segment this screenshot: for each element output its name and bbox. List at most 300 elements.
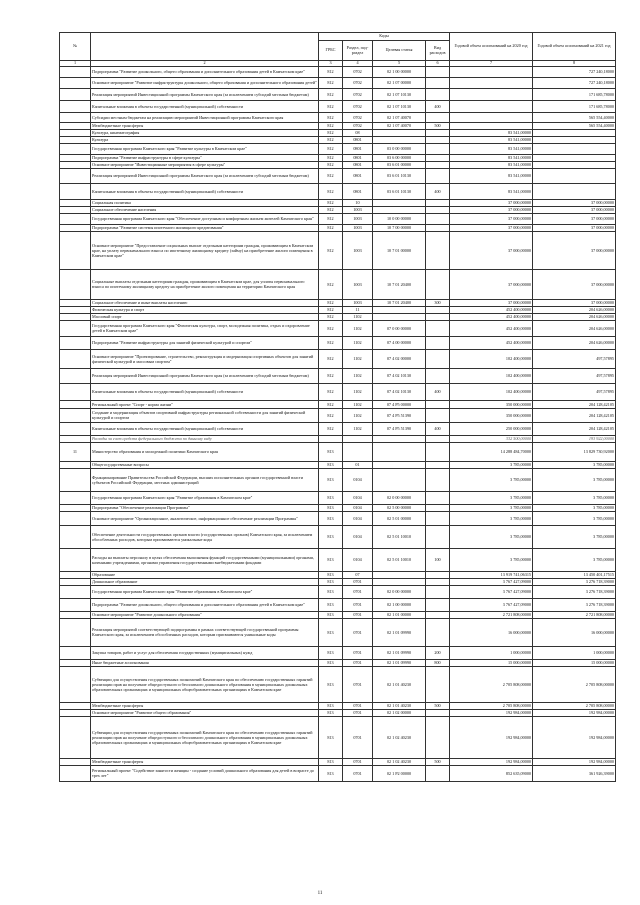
row-vid: [426, 161, 450, 168]
row-vid: [426, 136, 450, 143]
index-cell: 4: [343, 61, 373, 67]
row-vid: [426, 525, 450, 548]
row-number: [60, 154, 91, 161]
row-razdel: 0702: [343, 77, 373, 88]
row-vol2021: 37 000,00000: [533, 206, 616, 213]
row-vid: [426, 491, 450, 504]
row-razdel: 0801: [343, 168, 373, 183]
table-row: [60, 491, 616, 504]
row-csr: 02 0 00 00000: [373, 491, 426, 504]
row-name: Дошкольное образование: [91, 578, 319, 585]
row-name: Основное мероприятие "Инвестиционные мероприятия в сфере культуры": [91, 161, 319, 168]
row-vol2020: 3 785,00000: [450, 525, 533, 548]
row-razdel: 0701: [343, 765, 373, 781]
row-name: Иные бюджетные ассигнования: [91, 659, 319, 666]
row-csr: [373, 206, 426, 213]
row-vol2021: 37 000,00000: [533, 299, 616, 306]
row-razdel: 1102: [343, 422, 373, 435]
row-csr: [373, 578, 426, 585]
row-number: [60, 269, 91, 299]
table-row: [60, 129, 616, 136]
row-vol2020: 3 785,00000: [450, 468, 533, 491]
table-row: [60, 758, 616, 765]
row-razdel: 0104: [343, 504, 373, 511]
row-vid: [426, 143, 450, 154]
row-grbs: 813: [319, 765, 343, 781]
row-vol2021: 171 685,78000: [533, 100, 616, 112]
row-vol2021: [533, 183, 616, 199]
row-number: [60, 765, 91, 781]
row-vol2021: [533, 143, 616, 154]
row-razdel: 07: [343, 571, 373, 578]
row-vol2020: 37 000,00000: [450, 299, 533, 306]
row-csr: [373, 442, 426, 461]
row-vid: [426, 206, 450, 213]
row-vol2021: 204 128,42105: [533, 400, 616, 408]
row-csr: 07 4 P5 00000: [373, 400, 426, 408]
row-number: [60, 161, 91, 168]
row-csr: 02 1 07 40070: [373, 112, 426, 122]
row-csr: [373, 461, 426, 468]
row-grbs: 812: [319, 199, 343, 206]
table-row: [60, 168, 616, 183]
index-cell: 5: [373, 61, 426, 67]
row-name: Министерство образования и молодежной политики Камчатского края: [91, 442, 319, 461]
row-vol2020: 37 000,00000: [450, 269, 533, 299]
row-vol2020: [450, 100, 533, 112]
row-name: Подпрограмма "Развитие инфраструктуры для занятий физической культурой и спортом": [91, 336, 319, 349]
note-row: [60, 435, 616, 442]
row-vol2020: 192 984,00000: [450, 758, 533, 765]
row-vid: [426, 213, 450, 224]
row-grbs: 813: [319, 571, 343, 578]
row-vol2020: 452 400,00000: [450, 336, 533, 349]
row-vid: [426, 585, 450, 598]
row-razdel: 1102: [343, 313, 373, 320]
row-csr: 03 6 00 00000: [373, 154, 426, 161]
table-header: [60, 33, 616, 67]
row-number: [60, 525, 91, 548]
row-razdel: 1102: [343, 349, 373, 368]
row-grbs: 813: [319, 491, 343, 504]
row-number: [60, 585, 91, 598]
row-number: [60, 598, 91, 611]
row-name: Субвенции для осуществления государственных полномочий Камчатского края по обеспечению государственных гарантий реализации прав на получение общедоступного и бесплатного дошкольного образования в муниципальных дошкольных образовательных организациях и муниципальных общеобразовательных организациях в Камчатском крае: [91, 716, 319, 758]
table-row: [60, 400, 616, 408]
row-csr: 03 0 00 00000: [373, 143, 426, 154]
row-number: [60, 435, 91, 442]
row-vol2021: [533, 136, 616, 143]
table-row: [60, 299, 616, 306]
row-vol2021: 37 000,00000: [533, 224, 616, 231]
row-vol2021: 3 276 718,39000: [533, 585, 616, 598]
row-csr: 02 1 01 00000: [373, 611, 426, 618]
row-vol2020: 3 767 427,09000: [450, 578, 533, 585]
row-csr: 02 5 01 00000: [373, 511, 426, 525]
row-razdel: 0701: [343, 709, 373, 716]
row-name: Подпрограмма "Развитие дошкольного, общего образования и дополнительного образования детей в Камчатском крае": [91, 66, 319, 77]
table-row: [60, 269, 616, 299]
row-number: [60, 716, 91, 758]
row-number: [60, 313, 91, 320]
table-row: [60, 525, 616, 548]
row-razdel: 0701: [343, 702, 373, 709]
row-name: Капитальные вложения в объекты государственной (муниципальной) собственности: [91, 100, 319, 112]
row-number: [60, 168, 91, 183]
row-number: [60, 112, 91, 122]
row-name: Основное мероприятие "Проектирование, строительство, реконструкция и модернизация спортивных объектов для занятий физической культурой и массовым спортом": [91, 349, 319, 368]
row-name: Основное мероприятие "Развитие дошкольного образования": [91, 611, 319, 618]
table-row: [60, 336, 616, 349]
row-grbs: 813: [319, 548, 343, 571]
row-number: [60, 491, 91, 504]
row-name: Функционирование Правительства Российской Федерации, высших исполнительных органов государственной власти субъектов Российской Федерации, местных администраций: [91, 468, 319, 491]
row-number: [60, 709, 91, 716]
row-number: [60, 336, 91, 349]
row-vol2020: 37 000,00000: [450, 231, 533, 269]
row-vol2021: 3 785,00000: [533, 461, 616, 468]
row-razdel: 0701: [343, 646, 373, 659]
row-csr: [373, 199, 426, 206]
row-csr: 02 5 01 10010: [373, 525, 426, 548]
row-grbs: 813: [319, 716, 343, 758]
row-vol2021: 204 128,42105: [533, 408, 616, 422]
row-csr: 02 1 01 09990: [373, 659, 426, 666]
row-vid: [426, 468, 450, 491]
row-csr: 10 7 01 20400: [373, 299, 426, 306]
row-number: [60, 143, 91, 154]
row-vid: [426, 611, 450, 618]
table-row: [60, 183, 616, 199]
row-vol2020: [450, 66, 533, 77]
header-vol2020: Годовой объем ассигнований на 2020 год: [450, 33, 533, 61]
row-vid: [426, 269, 450, 299]
row-number: [60, 88, 91, 100]
index-cell: 7: [450, 61, 533, 67]
row-vid: [426, 765, 450, 781]
row-vol2020: 15 000,00000: [450, 659, 533, 666]
row-name: Государственная программа Камчатского края "Развитие образования в Камчатском крае": [91, 585, 319, 598]
row-csr: 02 5 01 10010: [373, 548, 426, 571]
row-csr: [373, 129, 426, 136]
row-vol2021: 3 276 718,39000: [533, 578, 616, 585]
table-row: [60, 709, 616, 716]
row-grbs: 812: [319, 161, 343, 168]
row-vol2020: [450, 112, 533, 122]
row-number: [60, 299, 91, 306]
row-razdel: 10: [343, 199, 373, 206]
row-vid: [426, 231, 450, 269]
header-name: [91, 33, 319, 61]
row-vol2020: 452 400,00000: [450, 306, 533, 313]
row-vol2021: 37 000,00000: [533, 199, 616, 206]
row-vol2021: 204 626,00000: [533, 320, 616, 336]
row-vid: 400: [426, 383, 450, 400]
row-vol2021: 37 000,00000: [533, 213, 616, 224]
table-row: [60, 702, 616, 709]
row-razdel: 0801: [343, 143, 373, 154]
row-name: Расходы на выплаты персоналу в целях обеспечения выполнения функций государственными (муниципальными) органами, казенными учреждениями, органами управления государственными внебюджетными фондами: [91, 548, 319, 571]
row-grbs: 812: [319, 313, 343, 320]
row-vol2021: 16 000,00000: [533, 618, 616, 646]
row-csr: 07 4 02 10130: [373, 383, 426, 400]
row-vol2021: 3 785,00000: [533, 468, 616, 491]
row-vid: [426, 716, 450, 758]
row-razdel: 0702: [343, 88, 373, 100]
row-razdel: 0104: [343, 468, 373, 491]
row-vid: 800: [426, 659, 450, 666]
row-name: Подпрограмма "Развитие системы ипотечного жилищного кредитования": [91, 224, 319, 231]
row-vol2020: 2 705 808,00000: [450, 666, 533, 702]
table-row: [60, 765, 616, 781]
row-razdel: 0701: [343, 611, 373, 618]
row-csr: 07 4 P5 51390: [373, 422, 426, 435]
row-name: Региональный проект "Спорт - норма жизни": [91, 400, 319, 408]
row-csr: 07 4 P5 51390: [373, 408, 426, 422]
row-vid: 500: [426, 702, 450, 709]
row-vol2021: [533, 154, 616, 161]
row-vid: [426, 168, 450, 183]
row-vid: [426, 461, 450, 468]
row-razdel: 0701: [343, 666, 373, 702]
row-number: [60, 231, 91, 269]
row-csr: 10 7 00 00000: [373, 224, 426, 231]
row-vol2020: 83 541,00000: [450, 154, 533, 161]
row-number: [60, 349, 91, 368]
row-vid: 400: [426, 100, 450, 112]
row-number: [60, 183, 91, 199]
row-grbs: 812: [319, 143, 343, 154]
row-vid: [426, 349, 450, 368]
table-row: [60, 442, 616, 461]
row-vol2020: 83 541,00000: [450, 143, 533, 154]
table-row: [60, 422, 616, 435]
index-cell: 3: [319, 61, 343, 67]
row-vol2020: 3 767 427,09000: [450, 598, 533, 611]
row-vol2020: 83 541,00000: [450, 136, 533, 143]
row-razdel: 0701: [343, 758, 373, 765]
row-vol2020: 332 500,00000: [450, 435, 533, 442]
row-vol2020: 3 785,00000: [450, 491, 533, 504]
row-number: [60, 646, 91, 659]
row-vol2020: [450, 122, 533, 129]
table-row: [60, 578, 616, 585]
row-number: [60, 611, 91, 618]
row-name: Обеспечение деятельности государственных органов власти (государственных органов) Камчатского края, за исключением обособленных расходов, которым присваиваются уникальные коды: [91, 525, 319, 548]
row-name: Социальное обеспечение населения: [91, 206, 319, 213]
row-grbs: 812: [319, 349, 343, 368]
row-name: Реализация мероприятий Инвестиционной программы Камчатского края (за исключением субсидий местным бюджетам): [91, 368, 319, 383]
row-grbs: 812: [319, 183, 343, 199]
row-vid: [426, 666, 450, 702]
row-name: Социальное обеспечение и иные выплаты населению: [91, 299, 319, 306]
table-row: [60, 313, 616, 320]
table-row: [60, 611, 616, 618]
row-name: Капитальные вложения в объекты государственной (муниципальной) собственности: [91, 183, 319, 199]
table-row: [60, 77, 616, 88]
row-grbs: 812: [319, 422, 343, 435]
row-vol2020: 452 400,00000: [450, 320, 533, 336]
row-grbs: 812: [319, 320, 343, 336]
table-row: [60, 408, 616, 422]
index-cell: 8: [533, 61, 616, 67]
row-vol2020: [450, 77, 533, 88]
row-vol2020: 83 541,00000: [450, 168, 533, 183]
row-csr: 02 1 02 40230: [373, 758, 426, 765]
row-vol2020: 3 785,00000: [450, 461, 533, 468]
row-vid: [426, 88, 450, 100]
row-name: Расходы за счет средств федерального бюджета по данному виду: [91, 435, 319, 442]
table-row: [60, 320, 616, 336]
row-grbs: 813: [319, 461, 343, 468]
row-razdel: 1102: [343, 383, 373, 400]
row-name: Закупка товаров, работ и услуг для обеспечения государственных (муниципальных) нужд: [91, 646, 319, 659]
row-name: Основное мероприятие "Развитие общего образования": [91, 709, 319, 716]
row-vid: 200: [426, 646, 450, 659]
row-vol2021: 204 626,00000: [533, 306, 616, 313]
table-row: [60, 511, 616, 525]
table-row: [60, 383, 616, 400]
row-vid: [426, 504, 450, 511]
row-razdel: 0701: [343, 585, 373, 598]
row-vol2021: 192 984,00000: [533, 758, 616, 765]
row-razdel: 0801: [343, 154, 373, 161]
row-vol2021: 37 000,00000: [533, 231, 616, 269]
row-csr: 07 4 02 10130: [373, 368, 426, 383]
row-grbs: 812: [319, 100, 343, 112]
row-number: [60, 224, 91, 231]
row-csr: [373, 468, 426, 491]
table-row: [60, 143, 616, 154]
row-vol2021: 3 276 718,39000: [533, 598, 616, 611]
row-vol2020: 37 000,00000: [450, 206, 533, 213]
table-row: [60, 368, 616, 383]
row-number: [60, 461, 91, 468]
row-name: Культура: [91, 136, 319, 143]
row-grbs: 813: [319, 525, 343, 548]
row-grbs: 812: [319, 224, 343, 231]
row-vol2021: 497,57895: [533, 349, 616, 368]
row-vid: [426, 112, 450, 122]
row-razdel: 1003: [343, 231, 373, 269]
table-row: [60, 306, 616, 313]
row-number: [60, 548, 91, 571]
row-vol2020: 2 705 808,00000: [450, 702, 533, 709]
row-name: Подпрограмма "Развитие инфраструктуры в сфере культуры": [91, 154, 319, 161]
row-grbs: 813: [319, 646, 343, 659]
row-csr: 07 0 00 00000: [373, 320, 426, 336]
row-razdel: 1003: [343, 213, 373, 224]
row-vol2020: 83 541,00000: [450, 161, 533, 168]
row-vol2020: 192 984,00000: [450, 709, 533, 716]
row-number: [60, 618, 91, 646]
row-name: Реализация мероприятий Инвестиционной программы Камчатского края (за исключением субсидий местным бюджетам): [91, 88, 319, 100]
row-number: [60, 578, 91, 585]
row-razdel: [343, 442, 373, 461]
row-vol2020: 102 400,00000: [450, 368, 533, 383]
row-vol2020: 14 288 484,70000: [450, 442, 533, 461]
budget-table: [59, 32, 616, 782]
row-name: Государственная программа Камчатского края "Развитие культуры в Камчатском крае": [91, 143, 319, 154]
row-number: [60, 511, 91, 525]
row-grbs: 813: [319, 504, 343, 511]
table-row: [60, 224, 616, 231]
index-cell: 1: [60, 61, 91, 67]
row-razdel: 0702: [343, 66, 373, 77]
row-vid: [426, 320, 450, 336]
row-vid: [426, 598, 450, 611]
row-vol2020: 102 400,00000: [450, 349, 533, 368]
row-vol2021: 192 984,00000: [533, 716, 616, 758]
row-vid: [426, 408, 450, 422]
row-name: Реализация мероприятий соответствующей подпрограммы в рамках соответствующей государственной программы Камчатского края, за исключением обособленных расходов, которым присваиваются уникальные коды: [91, 618, 319, 646]
page-number: 11: [317, 891, 323, 896]
table-body: [60, 66, 616, 781]
row-grbs: 812: [319, 408, 343, 422]
row-vol2020: 83 541,00000: [450, 129, 533, 136]
row-csr: 03 6 01 10130: [373, 183, 426, 199]
row-csr: 07 4 00 00000: [373, 336, 426, 349]
row-csr: [373, 136, 426, 143]
row-vol2021: 497,57895: [533, 383, 616, 400]
row-vid: [426, 77, 450, 88]
row-grbs: 813: [319, 442, 343, 461]
row-grbs: 812: [319, 400, 343, 408]
row-razdel: 0702: [343, 122, 373, 129]
table-row: [60, 666, 616, 702]
table-row: [60, 618, 616, 646]
row-name: Государственная программа Камчатского края "Обеспечение доступным и комфортным жильем жителей Камчатского края": [91, 213, 319, 224]
row-csr: 02 1 02 00000: [373, 709, 426, 716]
row-grbs: 813: [319, 611, 343, 618]
row-vol2021: 15 000,00000: [533, 659, 616, 666]
row-name: Подпрограмма "Развитие дошкольного, общего образования и дополнительного образования детей в Камчатском крае": [91, 598, 319, 611]
row-vol2020: 37 000,00000: [450, 199, 533, 206]
row-grbs: 813: [319, 468, 343, 491]
row-number: [60, 400, 91, 408]
row-number: [60, 136, 91, 143]
header-vid: Вид расходов: [426, 41, 450, 61]
row-number: [60, 504, 91, 511]
row-name: Межбюджетные трансферты: [91, 702, 319, 709]
row-razdel: 0701: [343, 659, 373, 666]
row-number: [60, 100, 91, 112]
row-grbs: 813: [319, 659, 343, 666]
table-row: [60, 136, 616, 143]
row-grbs: 812: [319, 154, 343, 161]
row-csr: 02 1 00 00000: [373, 66, 426, 77]
row-razdel: 0701: [343, 598, 373, 611]
row-vol2021: 3 785,00000: [533, 511, 616, 525]
row-vol2021: [533, 161, 616, 168]
row-razdel: 0104: [343, 491, 373, 504]
row-number: [60, 659, 91, 666]
row-csr: [373, 306, 426, 313]
row-name: Создание и модернизация объектов спортивной инфраструктуры региональной собственности для занятий физической культурой и спортом: [91, 408, 319, 422]
header-grbs: ГРБС: [319, 41, 343, 61]
row-vol2020: 3 785,00000: [450, 504, 533, 511]
row-csr: 02 1 07 00000: [373, 77, 426, 88]
row-csr: 03 6 01 00000: [373, 161, 426, 168]
row-grbs: 812: [319, 129, 343, 136]
row-name: Капитальные вложения в объекты государственной (муниципальной) собственности: [91, 383, 319, 400]
row-grbs: 813: [319, 702, 343, 709]
table-row: [60, 548, 616, 571]
row-vol2020: 2 721 808,00000: [450, 611, 533, 618]
row-grbs: 812: [319, 336, 343, 349]
table-row: [60, 213, 616, 224]
row-grbs: [319, 435, 343, 442]
